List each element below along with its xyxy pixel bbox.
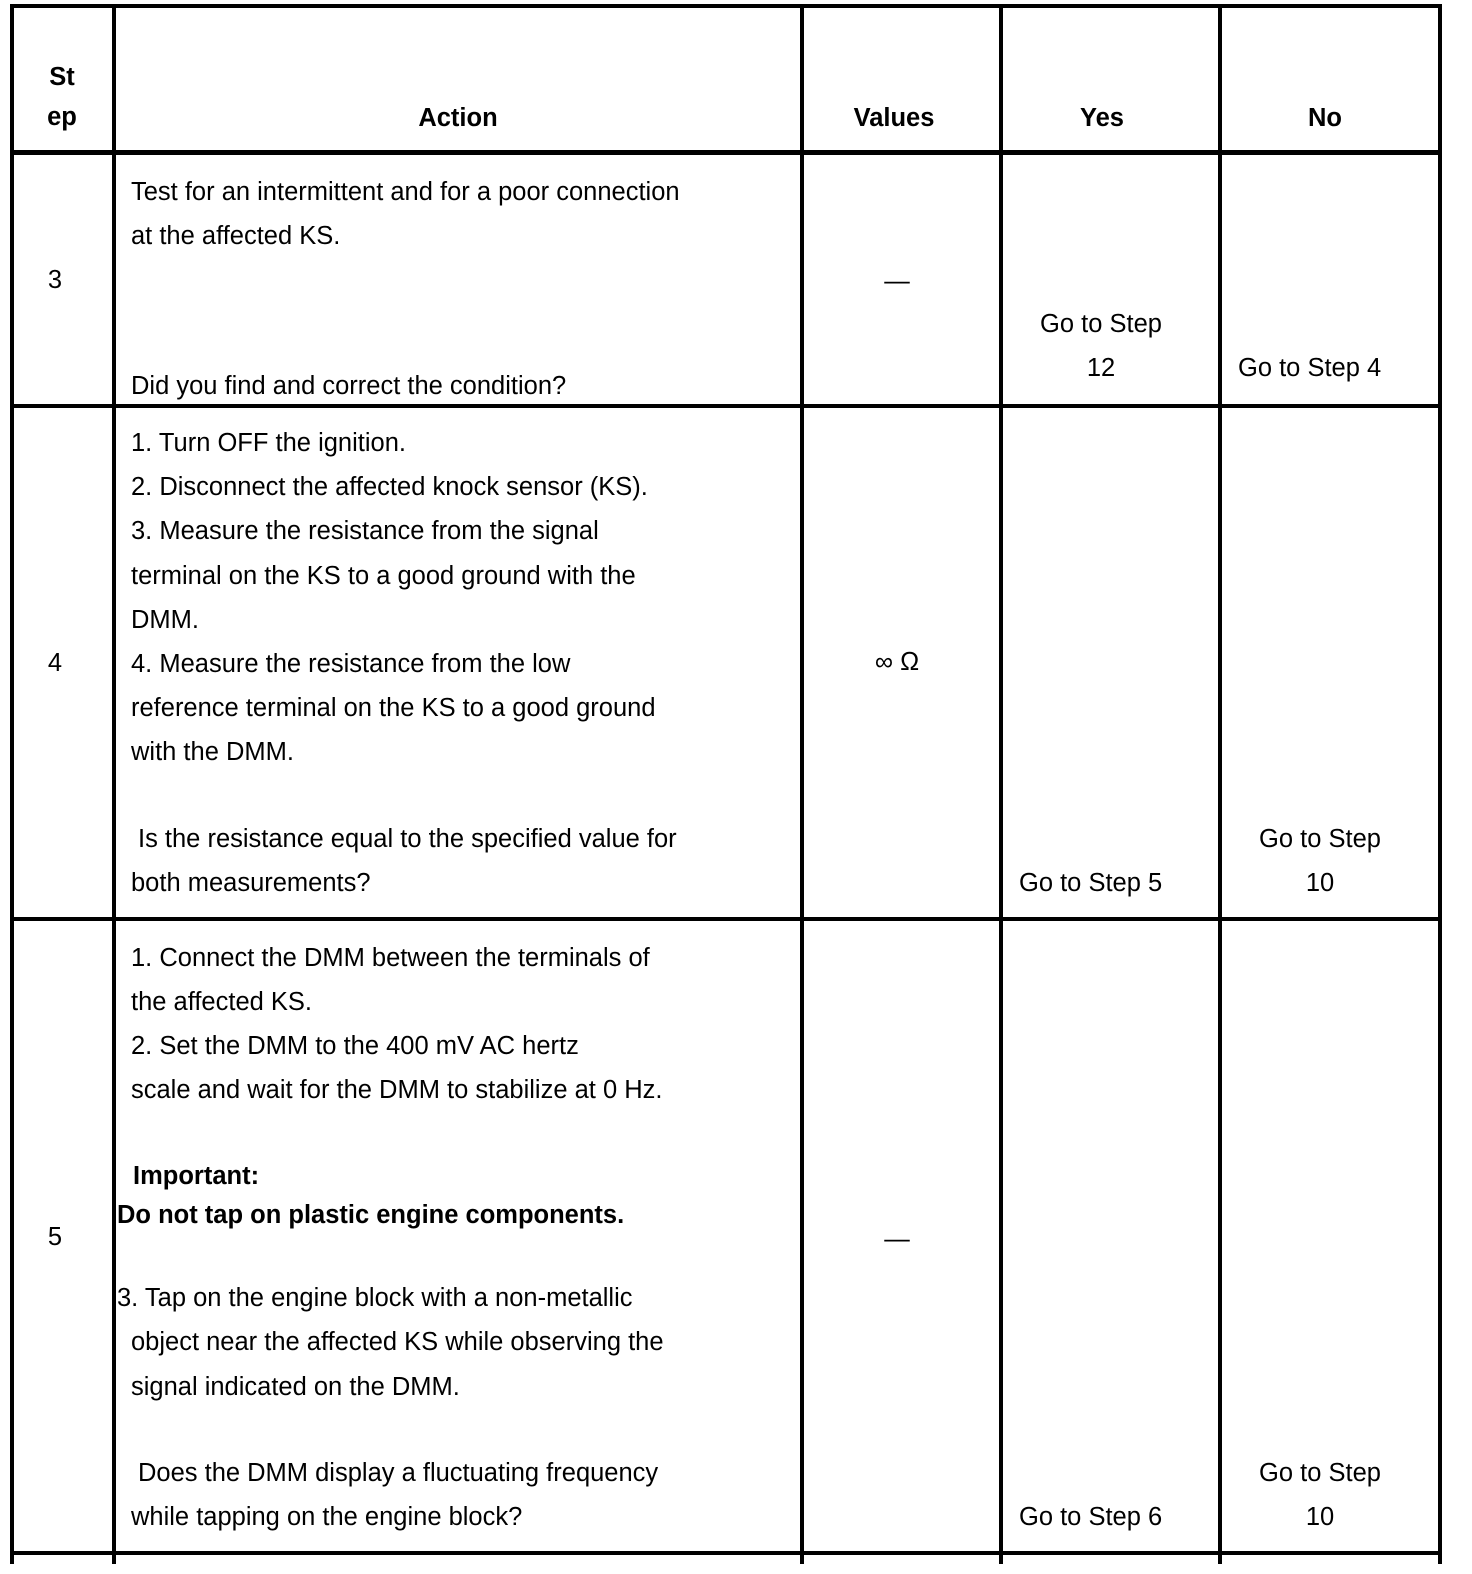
important-label: Important: xyxy=(133,1162,260,1190)
header-values: Values xyxy=(853,104,935,132)
action-text: DMM. xyxy=(131,606,199,634)
action-question: Does the DMM display a fluctuating frequency xyxy=(138,1459,659,1487)
yes-cell: Go to Step 12 xyxy=(1040,310,1162,382)
action-text: 2. Set the DMM to the 400 mV AC hertz xyxy=(131,1032,579,1060)
header-yes: Yes xyxy=(1080,104,1124,132)
table-border-bottom xyxy=(10,1551,1442,1555)
header-divider xyxy=(10,150,1442,155)
action-text: 1. Turn OFF the ignition. xyxy=(131,429,406,457)
value-cell: — xyxy=(884,1225,910,1253)
action-text: signal indicated on the DMM. xyxy=(131,1373,460,1401)
column-divider xyxy=(999,4,1003,1564)
step-number: 5 xyxy=(47,1223,63,1251)
table-border-top xyxy=(10,4,1442,8)
action-text: with the DMM. xyxy=(131,738,294,766)
action-text: at the affected KS. xyxy=(131,222,341,250)
no-cell: Go to Step 10 xyxy=(1259,825,1381,897)
table-border-right xyxy=(1438,4,1442,1564)
value-cell: — xyxy=(884,267,910,295)
step-number: 4 xyxy=(47,649,63,677)
yes-cell: Go to Step 5 xyxy=(1019,869,1163,897)
no-cell: Go to Step 10 xyxy=(1259,1459,1381,1531)
action-text: 3. Measure the resistance from the signal xyxy=(131,517,599,545)
action-question: both measurements? xyxy=(131,869,371,897)
action-text: reference terminal on the KS to a good ground xyxy=(131,694,656,722)
row-divider xyxy=(10,917,1442,921)
important-text: Do not tap on plastic engine components. xyxy=(117,1201,625,1229)
action-text: 3. Tap on the engine block with a non-metallic xyxy=(117,1284,633,1312)
table-border-left xyxy=(10,4,14,1564)
action-text: 4. Measure the resistance from the low xyxy=(131,650,571,678)
header-action: Action xyxy=(418,104,498,132)
action-text: 2. Disconnect the affected knock sensor (KS). xyxy=(131,473,648,501)
column-divider xyxy=(800,4,804,1564)
action-question: Did you find and correct the condition? xyxy=(131,372,567,400)
action-text: scale and wait for the DMM to stabilize at 0 Hz. xyxy=(131,1076,663,1104)
action-text: 1. Connect the DMM between the terminals of xyxy=(131,944,650,972)
no-cell: Go to Step 4 xyxy=(1238,354,1382,382)
step-number: 3 xyxy=(47,266,63,294)
header-no: No xyxy=(1308,104,1342,132)
action-text: object near the affected KS while observing the xyxy=(131,1328,664,1356)
action-text: terminal on the KS to a good ground with the xyxy=(131,562,636,590)
header-step: St ep xyxy=(47,63,77,131)
action-question: Is the resistance equal to the specified value for xyxy=(138,825,677,853)
action-text: the affected KS. xyxy=(131,988,312,1016)
action-text: Test for an intermittent and for a poor connection xyxy=(131,178,680,206)
action-question: while tapping on the engine block? xyxy=(131,1503,523,1531)
column-divider xyxy=(112,4,116,1564)
yes-cell: Go to Step 6 xyxy=(1019,1503,1163,1531)
column-divider xyxy=(1218,4,1222,1564)
value-cell: ∞ Ω xyxy=(874,648,920,676)
